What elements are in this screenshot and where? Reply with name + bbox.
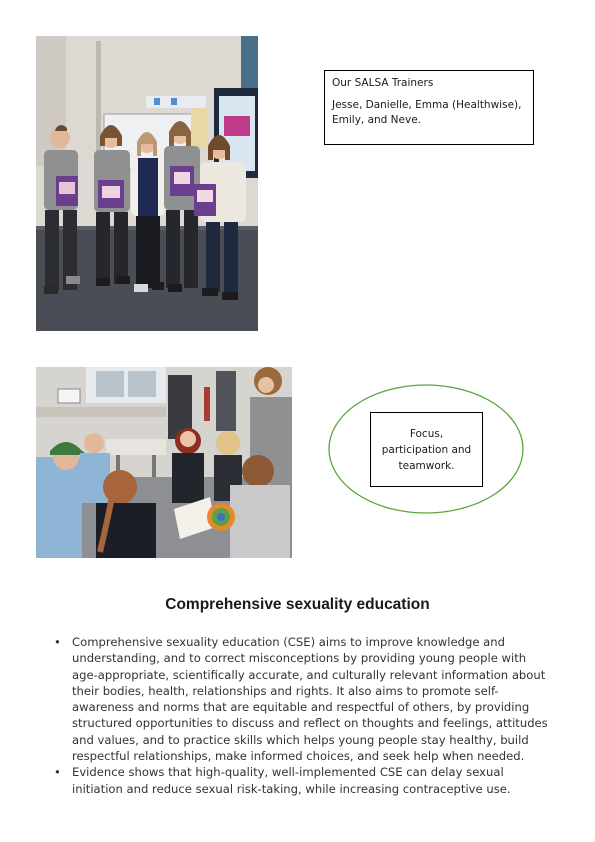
focus-text: Focus, participation and teamwork. <box>381 427 472 472</box>
focus-caption-box <box>370 412 483 487</box>
bullet-item: • Comprehensive sexuality education (CSE) aims to improve knowledge and understanding, and to correct misconceptions by providing young people with age-appropriate, scientifically accurate, and culturally relevant information about their bodies, health, relationships and rights. It also aims to promote self-awareness and norms that are equitable and respectful of others, by providing structured opportunities to discuss and reflect on thoughts and feelings, attitudes and values, and to practice skills which helps young people stay healthy, build respectful relationships, make informed choices, and seek help when needed. <box>54 634 554 764</box>
bullet-item: • Evidence shows that high-quality, well-implemented CSE can delay sexual initiation and reduce sexual risk-taking, while increasing contraceptive use. <box>54 764 554 797</box>
trainers-names: Jesse, Danielle, Emma (Healthwise), Emily, and Neve. <box>332 98 522 126</box>
trainers-photo <box>36 36 258 331</box>
cse-bullet-list <box>54 634 554 797</box>
trainers-heading: Our SALSA Trainers <box>332 77 434 89</box>
group-activity-photo <box>36 367 292 558</box>
trainers-caption-box <box>324 70 534 145</box>
section-title: Comprehensive sexuality education <box>165 596 430 613</box>
